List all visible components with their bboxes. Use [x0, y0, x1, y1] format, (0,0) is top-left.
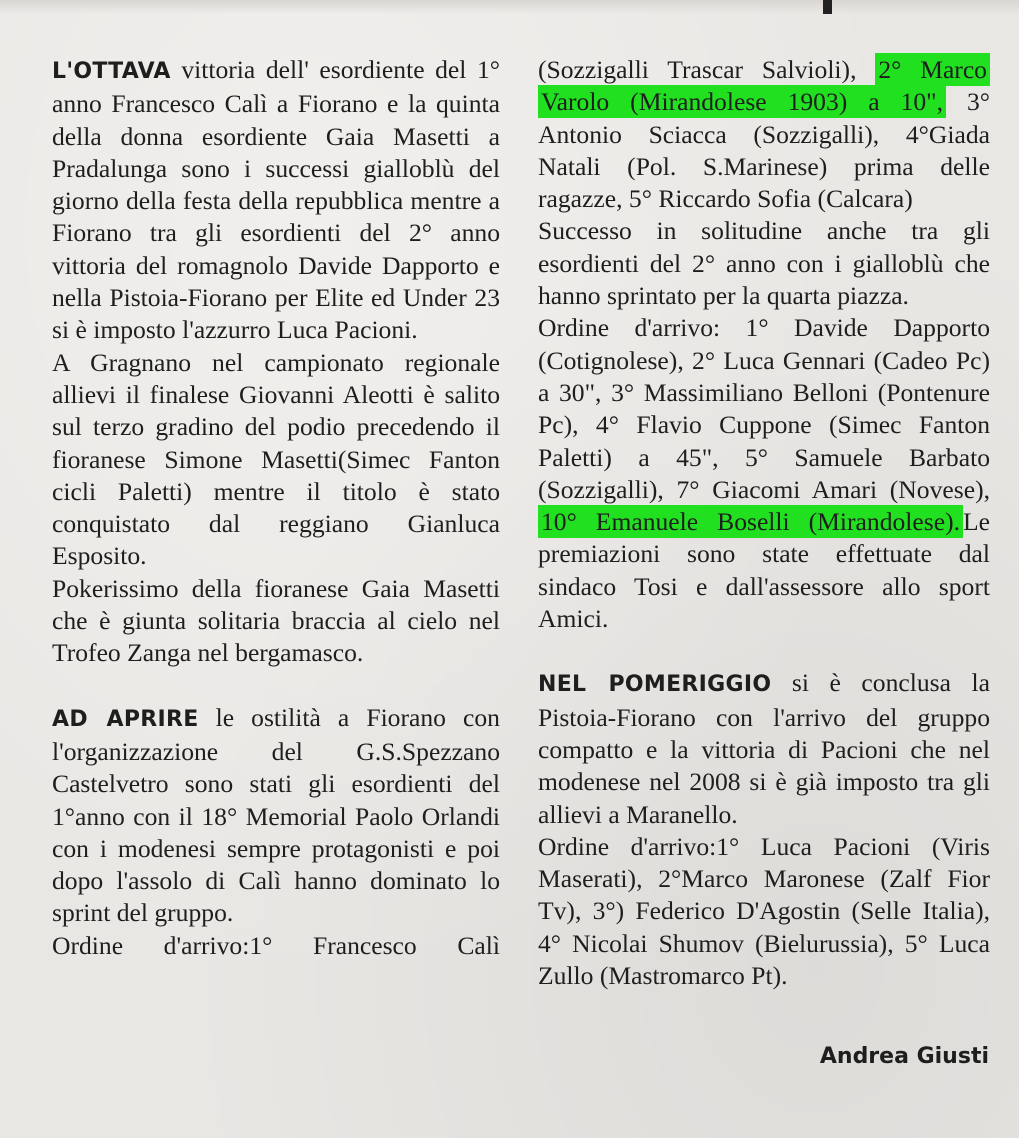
paragraph-gap	[538, 635, 990, 667]
paragraph-text: Le premiazioni sono state effettuate dal sindaco Tosi e dall'assessore allo sport Amici.	[538, 507, 990, 634]
paragraph-4	[52, 702, 500, 930]
paragraph-text: 3° Antonio Sciacca (Sozzigalli), 4°Giada Natali (Pol. S.Marinese) prima delle ragazze, 5° Riccardo Sofia (Calcara)	[538, 87, 990, 214]
paragraph-gap	[52, 670, 500, 702]
paragraph-4	[538, 667, 990, 830]
paragraph-text: le ostilità a Fiorano con l'organizzazione del G.S.Spezzano Castelvetro sono stati gli esordienti del 1°anno con il 18° Memorial Paolo Orlandi con i modenesi sempre protagonisti e poi dopo l'assolo di Calì hanno dominato lo sprint del gruppo.	[52, 702, 500, 928]
paragraph-text: Ordine d'arrivo: 1° Davide Dapporto (Cotignolese), 2° Luca Gennari (Cadeo Pc) a 30", 3° Massimiliano Belloni (Pontenure Pc), 4° Flavio Cuppone (Simec Fanton Paletti) a 45", 5° Samuele Barbato (Sozzigalli), 7° Giacomi Amari (Novese),	[538, 313, 990, 504]
paragraph-5: Ordine d'arrivo:1° Luca Pacioni (Viris Maserati), 2°Marco Maronese (Zalf Fior Tv), 3°) Federico D'Agostin (Selle Italia), 4° Nicolai Shumov (Bielurussia), 5° Luca Zullo (Mastromarco Pt).	[538, 831, 990, 991]
highlighted-text: 2° Marco Varolo (Mirandolese 1903) a 10",	[538, 53, 990, 118]
article-column-left	[52, 54, 500, 962]
paragraph-5: Ordine d'arrivo:1° Francesco Calì	[52, 930, 500, 960]
lead-in: NEL POMERIGGIO	[538, 672, 772, 698]
paragraph-3: Pokerissimo della fioranese Gaia Masetti che è giunta solitaria braccia al cielo nel Trofeo Zanga nel bergamasco.	[52, 573, 500, 668]
lead-in: L'OTTAVA	[52, 59, 171, 84]
paragraph-2: Successo in solitudine anche tra gli esordienti del 2° anno con i gialloblù che hanno sprintato per la quarta piazza.	[538, 216, 990, 311]
paragraph-1	[52, 54, 500, 347]
lead-in: AD APRIRE	[52, 706, 199, 732]
paragraph-text: (Sozzigalli Trascar Salvioli),	[538, 55, 876, 84]
paragraph-text: si è conclusa la Pistoia-Fiorano con l'arrivo del gruppo compatto e la vittoria di Pacioni che nel modenese nel 2008 si è già imposto tra gli allievi a Maranello.	[538, 668, 990, 829]
column-divider-mark	[823, 0, 832, 14]
highlighted-text: 10° Emanuele Boselli (Mirandolese).	[538, 505, 963, 538]
paragraph-1	[538, 54, 990, 215]
paragraph-text: vittoria dell' esordiente del 1° anno Francesco Calì a Fiorano e la quinta della donna esordiente Gaia Masetti a Pradalunga sono i successi gialloblù del giorno della festa della repubblica mentre a Fiorano tra gli esordienti del 2° anno vittoria del romagnolo Davide Dapporto e nella Pistoia-Fiorano per Elite ed Under 23 si è imposto l'azzurro Luca Pacioni.	[52, 55, 500, 345]
top-rule	[0, 0, 1019, 14]
paragraph-2: A Gragnano nel campionato regionale allievi il finalese Giovanni Aleotti è salito sul terzo gradino del podio precedendo il fioranese Simone Masetti(Simec Fanton cicli Paletti) mentre il titolo è stato conquistato dal reggiano Gianluca Esposito.	[52, 347, 500, 571]
paragraph-3	[538, 312, 990, 635]
article-column-right	[538, 54, 990, 992]
author-byline: Andrea Giusti	[819, 1044, 989, 1069]
